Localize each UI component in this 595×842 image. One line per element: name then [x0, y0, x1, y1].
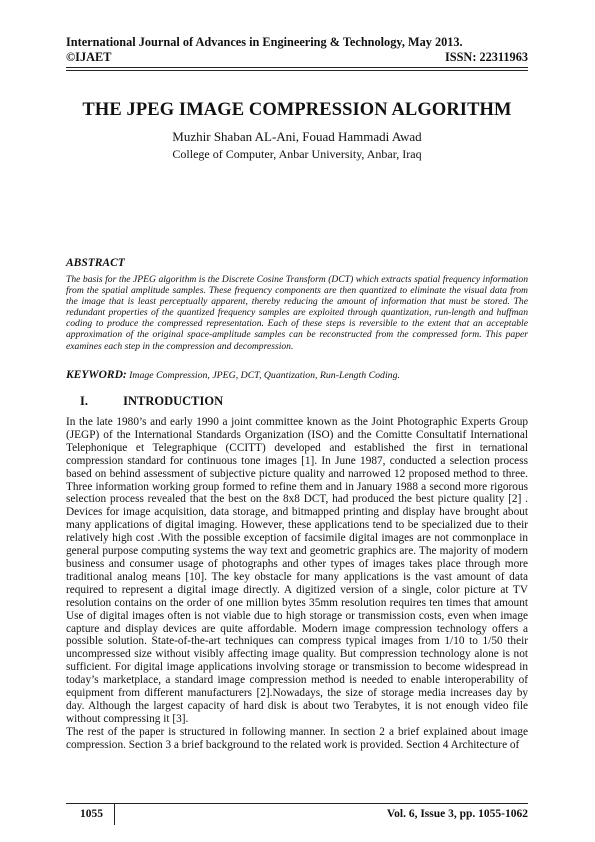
footer-divider	[114, 803, 115, 825]
keywords	[66, 369, 528, 381]
paper-title: THE JPEG IMAGE COMPRESSION ALGORITHM	[82, 100, 512, 120]
page-number: 1055	[80, 808, 103, 820]
volume-info: Vol. 6, Issue 3, pp. 1055-1062	[386, 808, 528, 820]
section-number: I.	[80, 394, 88, 408]
body-text	[66, 416, 528, 752]
authors: Muzhir Shaban AL-Ani, Fouad Hammadi Awad	[172, 129, 422, 144]
header-row	[66, 50, 528, 65]
keyword-text: Image Compression, JPEG, DCT, Quantization, Run-Length Coding.	[129, 370, 400, 381]
paragraph: In the late 1980’s and early 1990 a joint committee known as the Joint Photographic Experts Group (JEGP) of the International Standards Organization (ISO) and the Comitte Consultatif International Telephonique et Telegraphique (CCITT) developed and established the first in ternational compression standard for continuous tone images [1]. In June 1987, conducted a selection process based on behind assessment of subjective picture quality and narrowed 12 proposed method to three. Three information working group formed to refine them and in January 1988 a second more rigorous selection process revealed that the best on the 8x8 DCT, had produced the best picture quality [2] . Devices for image acquisition, data storage, and bitmapped printing and display have brought about many applications of digital imaging. However, these applications tend to be specialized due to their relatively high cost .With the possible exception of facsimile digital images are not commonplace in general purpose computing systems the way text and geometric graphics are. The majority of modern business and consumer usage of photographs and other types of images takes place through more traditional analog means [10]. The key obstacle for many applications is the vast amount of data required to represent a digital image directly. A digitized version of a single, color picture at TV resolution contains on the order of one million bytes 35mm resolution requires ten times that amount Use of digital images often is not viable due to high storage or transmission costs, even when image capture and display devices are quite affordable. Modern image compression technology offers a possible solution. State-of-the-art techniques can compress typical images from 1/10 to 1/50 their uncompressed size without visibly affecting image quality. But compression technology alone is not sufficient. For digital image applications involving storage or transmission to become widespread in today’s marketplace, a standard image compression method is needed to enable interoperability of equipment from different manufacturers [2].Nowadays, the size of storage media increases day by day. Although the largest capacity of hard disk is about two Terabytes, it is not enough video file without compressing it [3].	[66, 416, 528, 725]
issn: ISSN: 22311963	[444, 50, 528, 64]
journal-name: International Journal of Advances in Engineering & Technology, May 2013.	[66, 35, 463, 49]
running-header	[66, 35, 528, 65]
keyword-label: KEYWORD:	[66, 369, 127, 381]
abstract-text: The basis for the JPEG algorithm is the Discrete Cosine Transform (DCT) which extracts spatial frequency information from the spatial amplitude samples. These frequency components are then quantized to eliminate the visual data from the image that is least perceptually apparent, thereby reducing the amount of information that must be stored. The redundant properties of the quantized frequency samples are exploited through quantization, run-length and huffman coding to produce the compressed representation. Each of these steps is reversible to the extent that an acceptable approximation of the original space-amplitude samples can be reconstructed from the compressed form. This paper examines each step in the compression and decompression.	[66, 274, 528, 352]
paragraph: The rest of the paper is structured in following manner. In section 2 a brief explained about image compression. Section 3 a brief background to the related work is provided. Section 4 Architecture of	[66, 725, 528, 751]
affiliation: College of Computer, Anbar University, Anbar, Iraq	[172, 147, 422, 161]
abstract-heading: ABSTRACT	[66, 257, 125, 269]
section-title: INTRODUCTION	[123, 394, 224, 408]
footer-rule	[66, 803, 528, 804]
header-rule	[66, 67, 528, 71]
section-heading	[80, 394, 223, 409]
publisher-mark: ©IJAET	[66, 50, 112, 64]
